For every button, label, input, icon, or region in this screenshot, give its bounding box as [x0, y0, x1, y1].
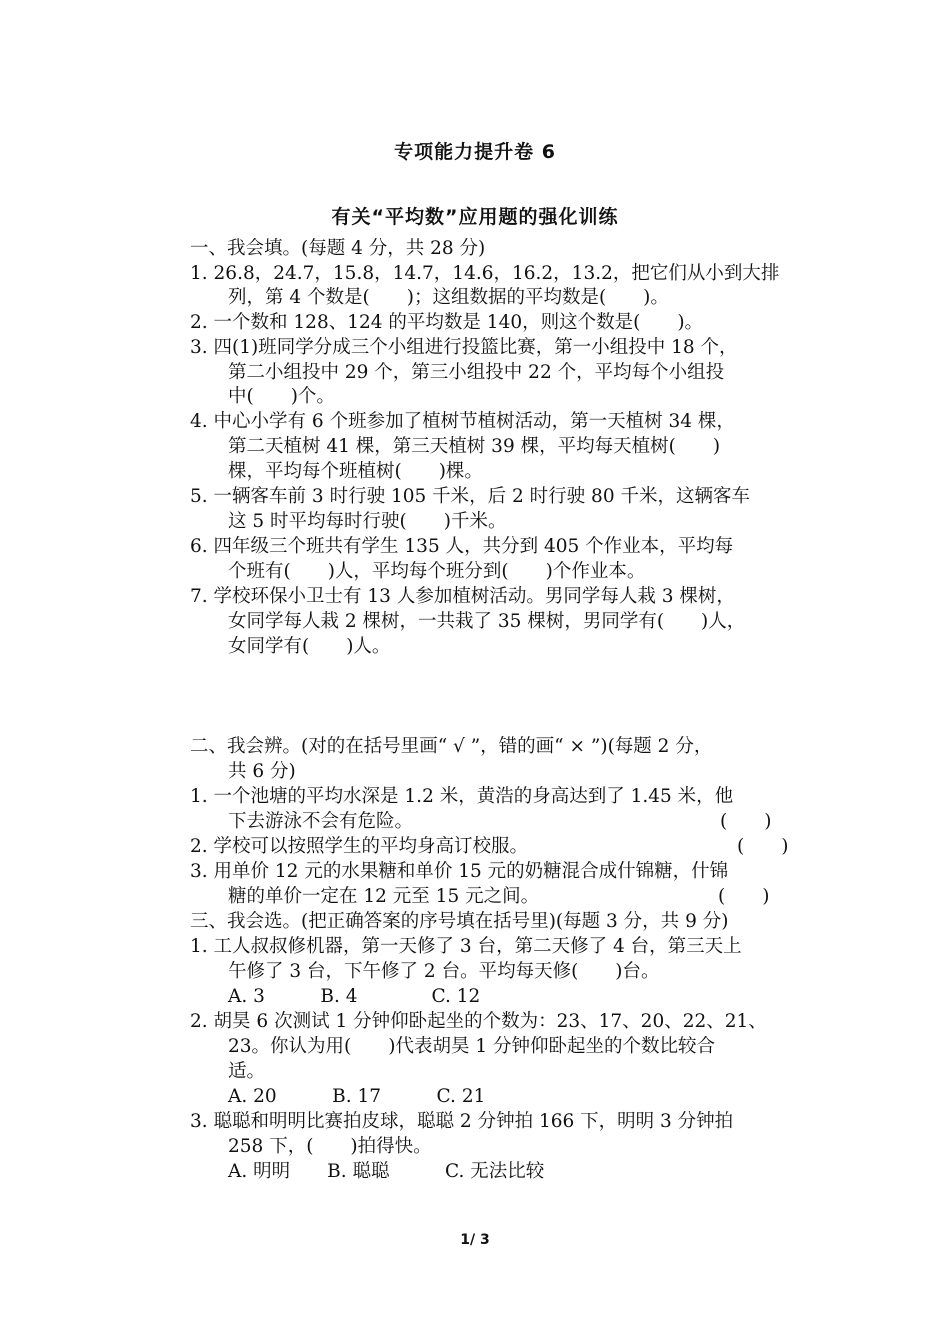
question-text: 4. 中心小学有 6 个班参加了植树节植树活动，第一天植树 34 棵， [190, 411, 735, 432]
question-text: 下去游泳不会有危险。 [228, 811, 414, 832]
question-text: 这 5 时平均每时行驶( )千米。 [228, 511, 507, 532]
answer-options: A. 3 B. 4 C. 12 [228, 986, 481, 1007]
question-text: 6. 四年级三个班共有学生 135 人，共分到 405 个作业本，平均每 [190, 536, 734, 557]
question-text: 第二小组投中 29 个，第三小组投中 22 个，平均每个小组投 [228, 362, 725, 383]
answer-parentheses: ( ) [720, 811, 772, 832]
answer-parentheses: ( ) [718, 886, 770, 907]
question-text: 3. 聪聪和明明比赛拍皮球，聪聪 2 分钟拍 166 下，明明 3 分钟拍 [190, 1111, 734, 1132]
question-text: 2. 胡昊 6 次测试 1 分钟仰卧起坐的个数为：23、17、20、22、21、 [190, 1011, 767, 1032]
question-text: 7. 学校环保小卫士有 13 人参加植树活动。男同学每人栽 3 棵树， [190, 586, 735, 607]
question-text: 2. 学校可以按照学生的平均身高订校服。 [190, 836, 529, 857]
question-text: 第二天植树 41 棵，第三天植树 39 棵，平均每天植树( ) [228, 436, 721, 457]
question-text: 2. 一个数和 128、124 的平均数是 140，则这个数是( )。 [190, 312, 704, 333]
question-text: 1. 26.8，24.7，15.8，14.7，14.6，16.2，13.2，把它们从小到大排 [190, 263, 780, 284]
document-subtitle: 有关“平均数”应用题的强化训练 [331, 206, 619, 228]
question-text: 中( )个。 [228, 386, 335, 407]
document-title: 专项能力提升卷 6 [394, 141, 556, 163]
question-text: 午修了 3 台，下午修了 2 台。平均每天修( )台。 [228, 961, 660, 982]
question-text: 3. 用单价 12 元的水果糖和单价 15 元的奶糖混合成什锦糖，什锦 [190, 861, 729, 882]
question-text: 棵，平均每个班植树( )棵。 [228, 461, 483, 482]
question-text: 女同学有( )人。 [228, 636, 391, 657]
section2-heading: 二、我会辨。(对的在括号里画“ √ ”，错的画“ × ”)(每题 2 分， [190, 736, 713, 757]
question-text: 258 下，( )拍得快。 [228, 1136, 432, 1157]
section2-heading-cont: 共 6 分) [228, 761, 296, 782]
section3-heading: 三、我会选。(把正确答案的序号填在括号里)(每题 3 分，共 9 分) [190, 911, 729, 932]
question-text: 5. 一辆客车前 3 时行驶 105 千米，后 2 时行驶 80 千米，这辆客车 [190, 486, 750, 507]
question-text: 女同学每人栽 2 棵树，一共栽了 35 棵树，男同学有( )人， [228, 611, 746, 632]
section1-heading: 一、我会填。(每题 4 分，共 28 分) [190, 238, 486, 259]
question-text: 列，第 4 个数是( )；这组数据的平均数是( )。 [228, 287, 669, 308]
question-text: 23。你认为用( )代表胡昊 1 分钟仰卧起坐的个数比较合 [228, 1036, 716, 1057]
question-text: 适。 [228, 1061, 266, 1082]
question-text: 个班有( )人，平均每个班分到( )个作业本。 [228, 561, 646, 582]
question-text: 1. 工人叔叔修机器，第一天修了 3 台，第二天修了 4 台，第三天上 [190, 936, 742, 957]
answer-options: A. 20 B. 17 C. 21 [228, 1086, 486, 1107]
page-number: 1/ 3 [460, 1232, 490, 1248]
question-text: 1. 一个池塘的平均水深是 1.2 米，黄浩的身高达到了 1.45 米，他 [190, 786, 734, 807]
question-text: 3. 四(1)班同学分成三个小组进行投篮比赛，第一小组投中 18 个， [190, 337, 738, 358]
answer-options: A. 明明 B. 聪聪 C. 无法比较 [228, 1161, 545, 1182]
question-text: 糖的单价一定在 12 元至 15 元之间。 [228, 886, 540, 907]
answer-parentheses: ( ) [737, 836, 789, 857]
